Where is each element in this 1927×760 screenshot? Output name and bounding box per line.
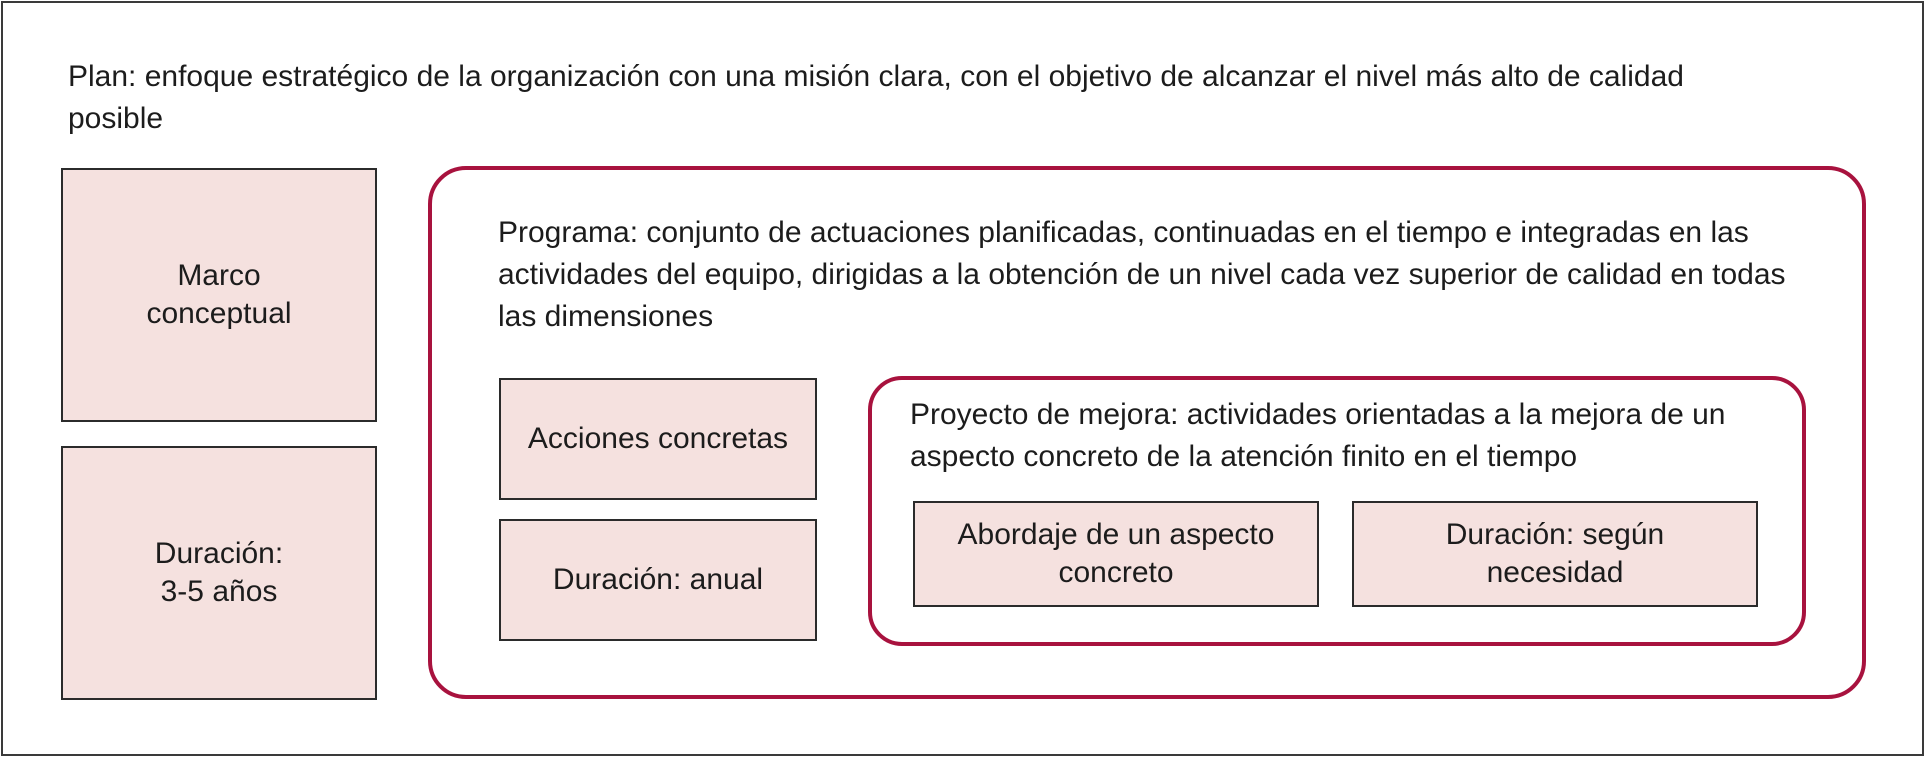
plan-duration-box: Duración: 3-5 años [61,446,377,700]
programa-description: Programa: conjunto de actuaciones planificadas, continuadas en el tiempo e integradas en las actividades del equipo, dirigidas a la obtención de un nivel cada vez superior de calidad en todas las dimensiones [498,216,1786,333]
proyecto-description: Proyecto de mejora: actividades orientadas a la mejora de un aspecto concreto de la atención finito en el tiempo [910,398,1726,473]
proyecto-scope-box: Abordaje de un aspecto concreto [913,501,1319,607]
plan-framework-box: Marco conceptual [61,168,377,422]
programa-actions-box: Acciones concretas [499,378,817,500]
plan-description: Plan: enfoque estratégico de la organización con una misión clara, con el objetivo de alcanzar el nivel más alto de calidad posible [68,60,1684,135]
programa-duration-box: Duración: anual [499,519,817,641]
proyecto-duration-box: Duración: según necesidad [1352,501,1758,607]
